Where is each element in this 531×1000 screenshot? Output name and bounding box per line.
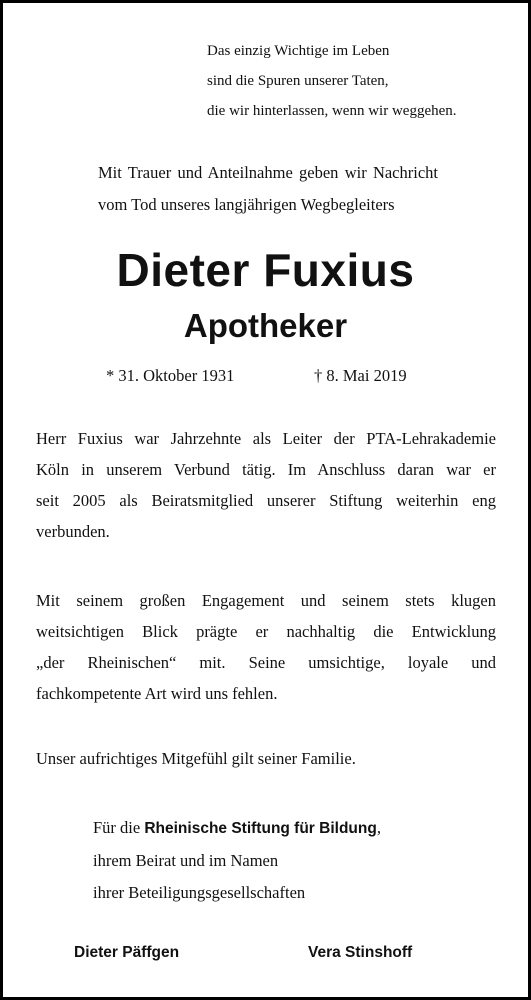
opening-quote [207, 36, 457, 126]
tribute-paragraph-1 [36, 423, 496, 547]
paragraph-line: „der Rheinischen“ mit. Seine umsichtige, loyale und [36, 653, 496, 672]
paragraph-line: seit 2005 als Beiratsmitglied unserer Stiftung weiterhin eng [36, 491, 496, 510]
sender-prefix: Für die [93, 818, 145, 837]
quote-line-1: Das einzig Wichtige im Leben [207, 43, 390, 59]
deceased-profession: Apotheker [183, 307, 348, 344]
signatory-2: Vera Stinshoff [308, 944, 413, 961]
sender-line-1 [93, 812, 381, 845]
quote-line-2: sind die Spuren unserer Taten, [207, 73, 389, 89]
paragraph-line: Herr Fuxius war Jahrzehnte als Leiter der PTA-Lehrakademie [36, 429, 496, 448]
announcement-line-1: Mit Trauer und Anteilnahme geben wir Nachricht [98, 163, 438, 182]
sender-line-3: ihrer Beteiligungsgesellschaften [93, 883, 306, 902]
sender-line-2: ihrem Beirat und im Namen [93, 851, 279, 870]
paragraph-line: Köln in unserem Verbund tätig. Im Anschluss daran war er [36, 460, 496, 479]
deceased-name: Dieter Fuxius [116, 244, 415, 296]
paragraph-line: Unser aufrichtiges Mitgefühl gilt seiner Familie. [36, 749, 356, 768]
paragraph-line: Mit seinem großen Engagement und seinem stets klugen [36, 591, 496, 610]
death-date: † 8. Mai 2019 [314, 366, 407, 385]
tribute-paragraph-2 [36, 585, 496, 709]
announcement-text [98, 157, 438, 221]
birth-date: * 31. Oktober 1931 [106, 366, 235, 385]
sender-block [93, 812, 381, 909]
signatory-1: Dieter Päffgen [74, 944, 180, 961]
condolence-paragraph [36, 743, 496, 774]
quote-line-3: die wir hinterlassen, wenn wir weggehen. [207, 103, 457, 119]
paragraph-line: fachkompetente Art wird uns fehlen. [36, 684, 278, 703]
announcement-line-2: vom Tod unseres langjährigen Wegbegleiters [98, 195, 395, 214]
sender-organization: Rheinische Stiftung für Bildung [144, 820, 377, 837]
sender-suffix: , [376, 818, 381, 837]
paragraph-line: verbunden. [36, 522, 110, 541]
paragraph-line: weitsichtigen Blick prägte er nachhaltig die Entwicklung [36, 622, 496, 641]
